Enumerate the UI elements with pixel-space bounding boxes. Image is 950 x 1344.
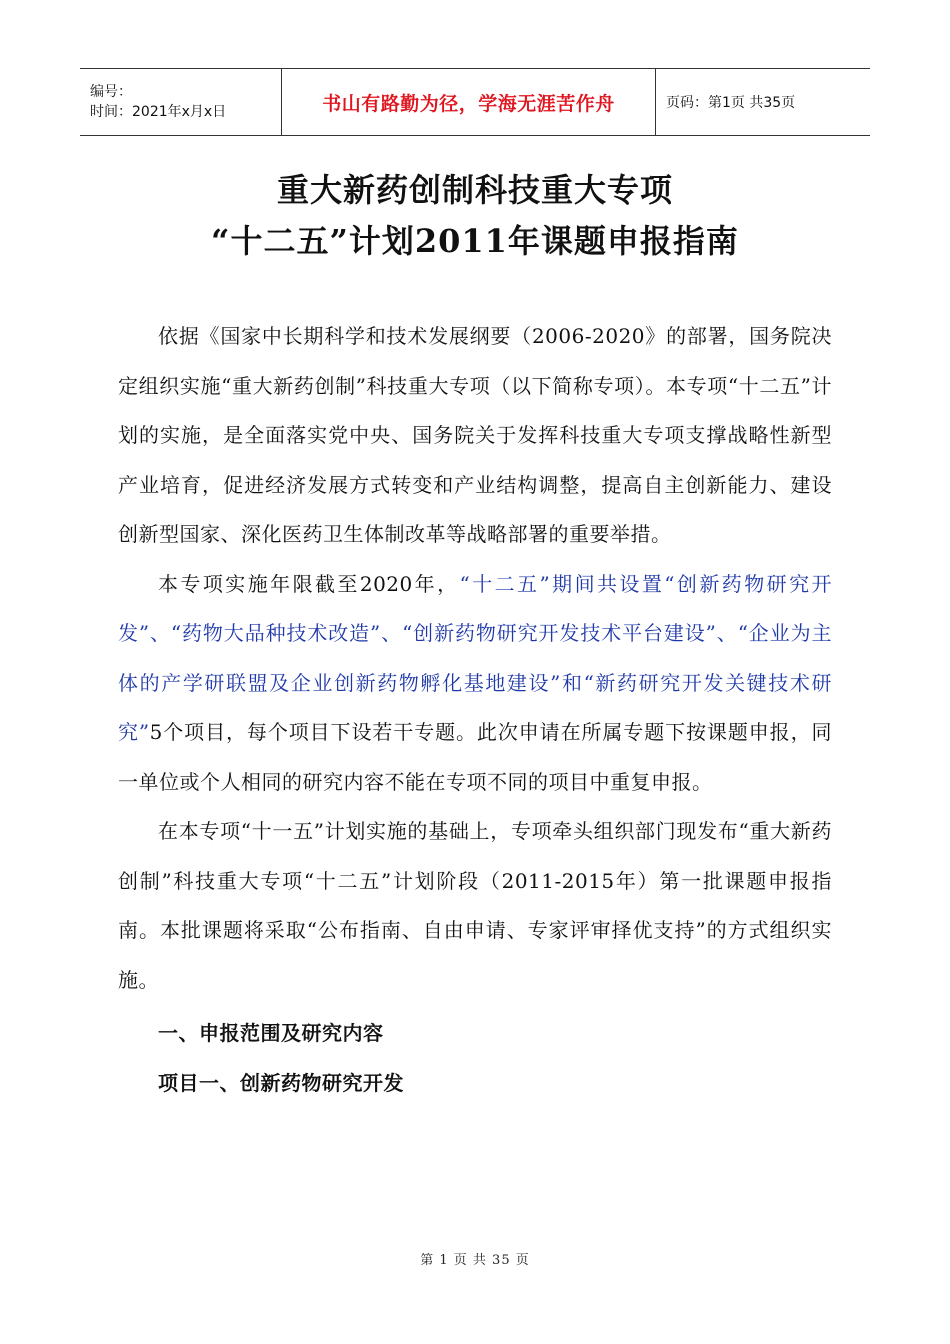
page-info: 页码：第1页 共35页 <box>666 95 796 111</box>
paragraph-2-end: 5个项目，每个项目下设若干专题。此次申请在所属专题下按课题申报，同一单位或个人相同的研究内容不能在专项不同的项目中重复申报。 <box>118 720 832 794</box>
paragraph-3: 在本专项“十一五”计划实施的基础上，专项牵头组织部门现发布“重大新药创制”科技重大专项“十二五”计划阶段（2011-2015年）第一批课题申报指南。本批课题将采取“公布指南、自由申请、专家评审择优支持”的方式组织实施。 <box>118 819 832 992</box>
document-title-line1: 重大新药创制科技重大专项 <box>276 171 673 209</box>
section-heading-1: 一、申报范围及研究内容 <box>158 1021 384 1045</box>
serial-label: 编号： <box>90 84 132 100</box>
header-left-cell <box>80 69 281 135</box>
document-body <box>118 312 832 1108</box>
paragraph-2-projects: “十二五”期间共设置“创新药物研究开发”、“药物大品种技术改造”、“创新药物研究开发技术平台建设”、“企业为主体的产学研联盟及企业创新药物孵化基地建设”和“新药研究开发关键技术研究” <box>118 571 832 744</box>
header-table <box>80 68 870 136</box>
page-footer: 第 1 页 共 35 页 <box>420 1253 530 1268</box>
paragraph-1: 依据《国家中长期科学和技术发展纲要（2006-2020》的部署，国务院决定组织实施“重大新药创制”科技重大专项（以下简称专项）。本专项“十二五”计划的实施，是全面落实党中央、国务院关于发挥科技重大专项支撑战略性新型产业培育，促进经济发展方式转变和产业结构调整，提高自主创新能力、建设创新型国家、深化医药卫生体制改革等战略部署的重要举措。 <box>118 324 832 546</box>
time-label: 时间：2021年x月x日 <box>90 104 227 120</box>
section-heading-2: 项目一、创新药物研究开发 <box>158 1070 404 1095</box>
motto-text: 书山有路勤为径，学海无涯苦作舟 <box>322 92 615 115</box>
paragraph-2 <box>118 560 832 808</box>
header-page-cell <box>656 69 870 135</box>
document-title-line2: “十二五”计划2011年课题申报指南 <box>211 222 739 260</box>
paragraph-2-start: 本专项实施年限截至2020年， <box>158 571 460 596</box>
header-motto-cell <box>281 69 656 135</box>
